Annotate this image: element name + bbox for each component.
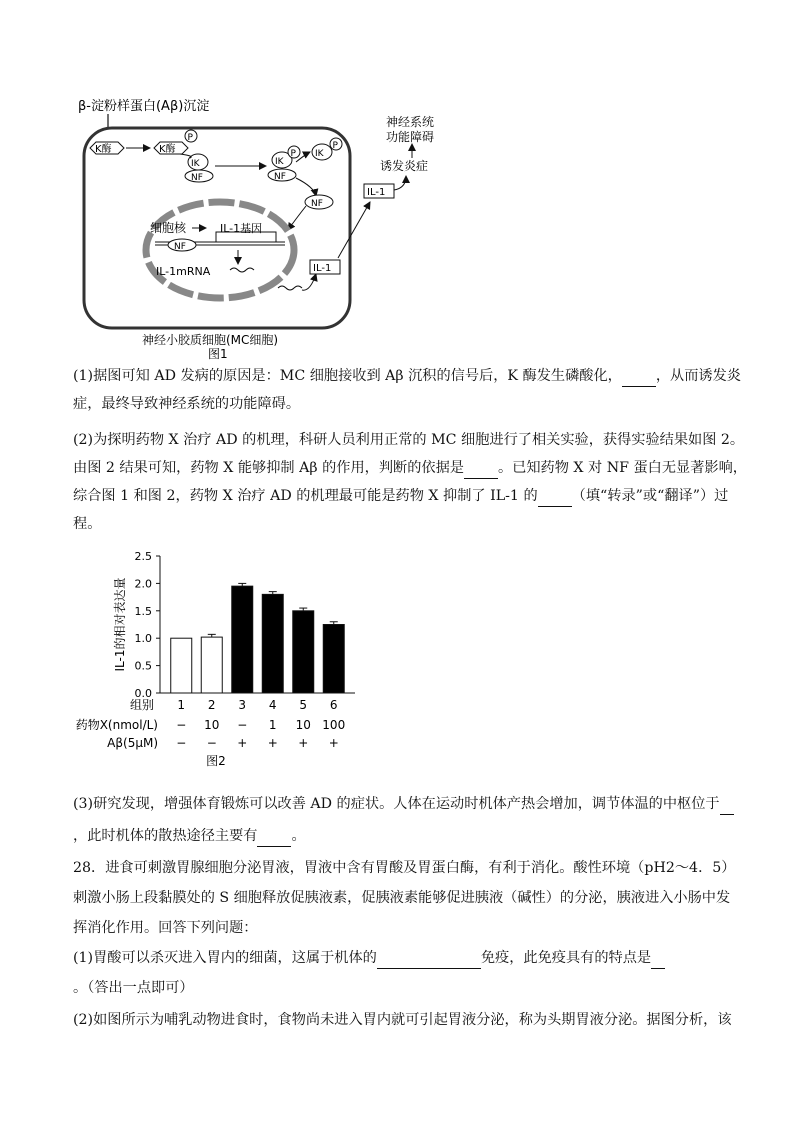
q28-line3: 挥消化作用。回答下列问题： [73,920,258,936]
il1-gene-label: IL-1基因 [220,222,263,235]
y-tick-label: 1.5 [134,604,152,618]
q3-blank-1[interactable] [720,794,734,815]
q2-line2: 由图 2 结果可知，药物 X 能够抑制 Aβ 的作用，判断的依据是 。已知药物 X 对 NF 蛋白无显著影响， [73,458,747,479]
group-label: 4 [268,698,277,712]
il1-mrna-label: IL-1mRNA [156,265,211,278]
svg-text:P: P [332,141,338,151]
drug-value: 10 [295,718,311,732]
abeta-value: − [176,736,187,750]
q2-line4: 程。 [73,516,102,532]
abeta-value: + [237,736,248,750]
abeta-value: + [267,736,278,750]
q1-line2: 症，最终导致神经系统的功能障碍。 [73,396,301,412]
bar [232,586,253,693]
q1-blank[interactable] [622,366,656,387]
abeta-value: + [328,736,339,750]
cell-label: 神经小胶质细胞(MC细胞) [142,333,279,347]
q28-sub2: (2)如图所示为哺乳动物进食时，食物尚未进入胃内就可引起胃液分泌，称为头期胃液分泌。据图分析，该 [73,1012,732,1028]
svg-text:IK: IK [275,157,284,167]
svg-text:IK: IK [191,159,200,169]
q28-line2: 刺激小肠上段黏膜处的 S 细胞释放促胰液素，促胰液素能够促进胰液（碱性）的分泌，胰液进入小肠中发 [73,890,731,906]
abeta-value: + [298,736,309,750]
bar [262,594,283,693]
y-tick-label: 1.0 [134,632,152,646]
bar [201,637,222,693]
q1-line1: (1)据图可知 AD 发病的原因是：MC 细胞接收到 Aβ 沉积的信号后，K 酶发生磷酸化， ，从而诱发炎 [73,366,741,387]
y-tick-label: 0.5 [134,659,152,673]
bar [293,611,314,693]
group-label: 5 [299,698,308,712]
q2-line3: 综合图 1 和图 2，药物 X 治疗 AD 的机理最可能是药物 X 抑制了 IL-1 的 （填“转录”或“翻译”）过 [73,486,728,507]
group-label: 6 [329,698,338,712]
q2-line1: (2)为探明药物 X 治疗 AD 的机理，科研人员利用正常的 MC 细胞进行了相关实验，获得实验结果如图 2。 [73,432,745,448]
q3-line1: (3)研究发现，增强体育锻炼可以改善 AD 的症状。人体在运动时机体产热会增加，调节体温的中枢位于 [73,794,734,815]
svg-text:NF: NF [274,172,286,182]
y-tick-label: 0.0 [134,687,152,700]
svg-text:IL-1: IL-1 [313,263,332,274]
q28-blank-2[interactable] [651,948,665,969]
abeta-value: − [206,736,217,750]
svg-text:K酶: K酶 [95,144,112,155]
svg-text:P: P [290,149,296,159]
q3-line2: ，此时机体的散热途径主要有 。 [73,826,306,847]
y-tick-label: 2.5 [134,552,152,563]
q28-blank-1[interactable] [377,948,481,969]
drug-value: 100 [322,718,346,732]
svg-text:NF: NF [174,242,186,252]
svg-text:P: P [187,133,193,143]
disorder-label-2: 功能障碍 [386,130,435,144]
disorder-label-1: 神经系统 [386,115,435,129]
q2-blank-1[interactable] [464,458,498,479]
q28-sub1-line1: (1)胃酸可以杀灭进入胃内的细菌，这属于机体的 免疫，此免疫具有的特点是 [73,948,665,969]
k-enzyme-inactive [90,142,124,155]
bar [171,638,192,693]
figure2-caption: 图2 [206,754,226,768]
drug-value: 10 [204,718,220,732]
abeta-title: β-淀粉样蛋白(Aβ)沉淀 [78,99,210,114]
q28-line1: 28．进食可刺激胃腺细胞分泌胃液，胃液中含有胃酸及胃蛋白酶，有利于消化。酸性环境（pH2～4．5） [73,860,736,876]
drug-value: − [176,718,187,732]
group-label: 2 [207,698,216,712]
drug-value: − [237,718,248,732]
figure1-caption: 图1 [208,347,228,361]
group-label: 1 [177,698,186,712]
y-tick-label: 2.0 [134,577,152,591]
bar [323,625,344,694]
svg-text:K酶: K酶 [159,144,176,155]
svg-text:IK: IK [315,149,324,159]
nf-free [305,195,333,209]
svg-text:NF: NF [191,173,203,183]
q28-sub1-line2: 。（答出一点即可） [73,980,194,996]
il1-protein-inner [310,260,340,274]
svg-text:IL-1: IL-1 [367,187,386,198]
row-label-abeta: Aβ(5μM) [107,736,158,750]
svg-text:NF: NF [311,199,323,209]
figure2-chart [72,552,372,770]
figure1-diagram [70,92,460,362]
drug-value: 1 [268,718,277,732]
group-label: 3 [238,698,247,712]
y-axis-label: IL-1的相对表达量 [113,577,127,672]
il1-protein-outer [364,184,394,198]
q2-blank-2[interactable] [538,486,572,507]
row-label-drug: 药物X(nmol/L) [75,718,158,732]
q3-blank-2[interactable] [257,826,291,847]
induce-inflammation-label: 诱发炎症 [380,159,429,173]
row-label-group: 组别 [129,698,154,712]
nucleus-label: 细胞核 [150,221,187,235]
